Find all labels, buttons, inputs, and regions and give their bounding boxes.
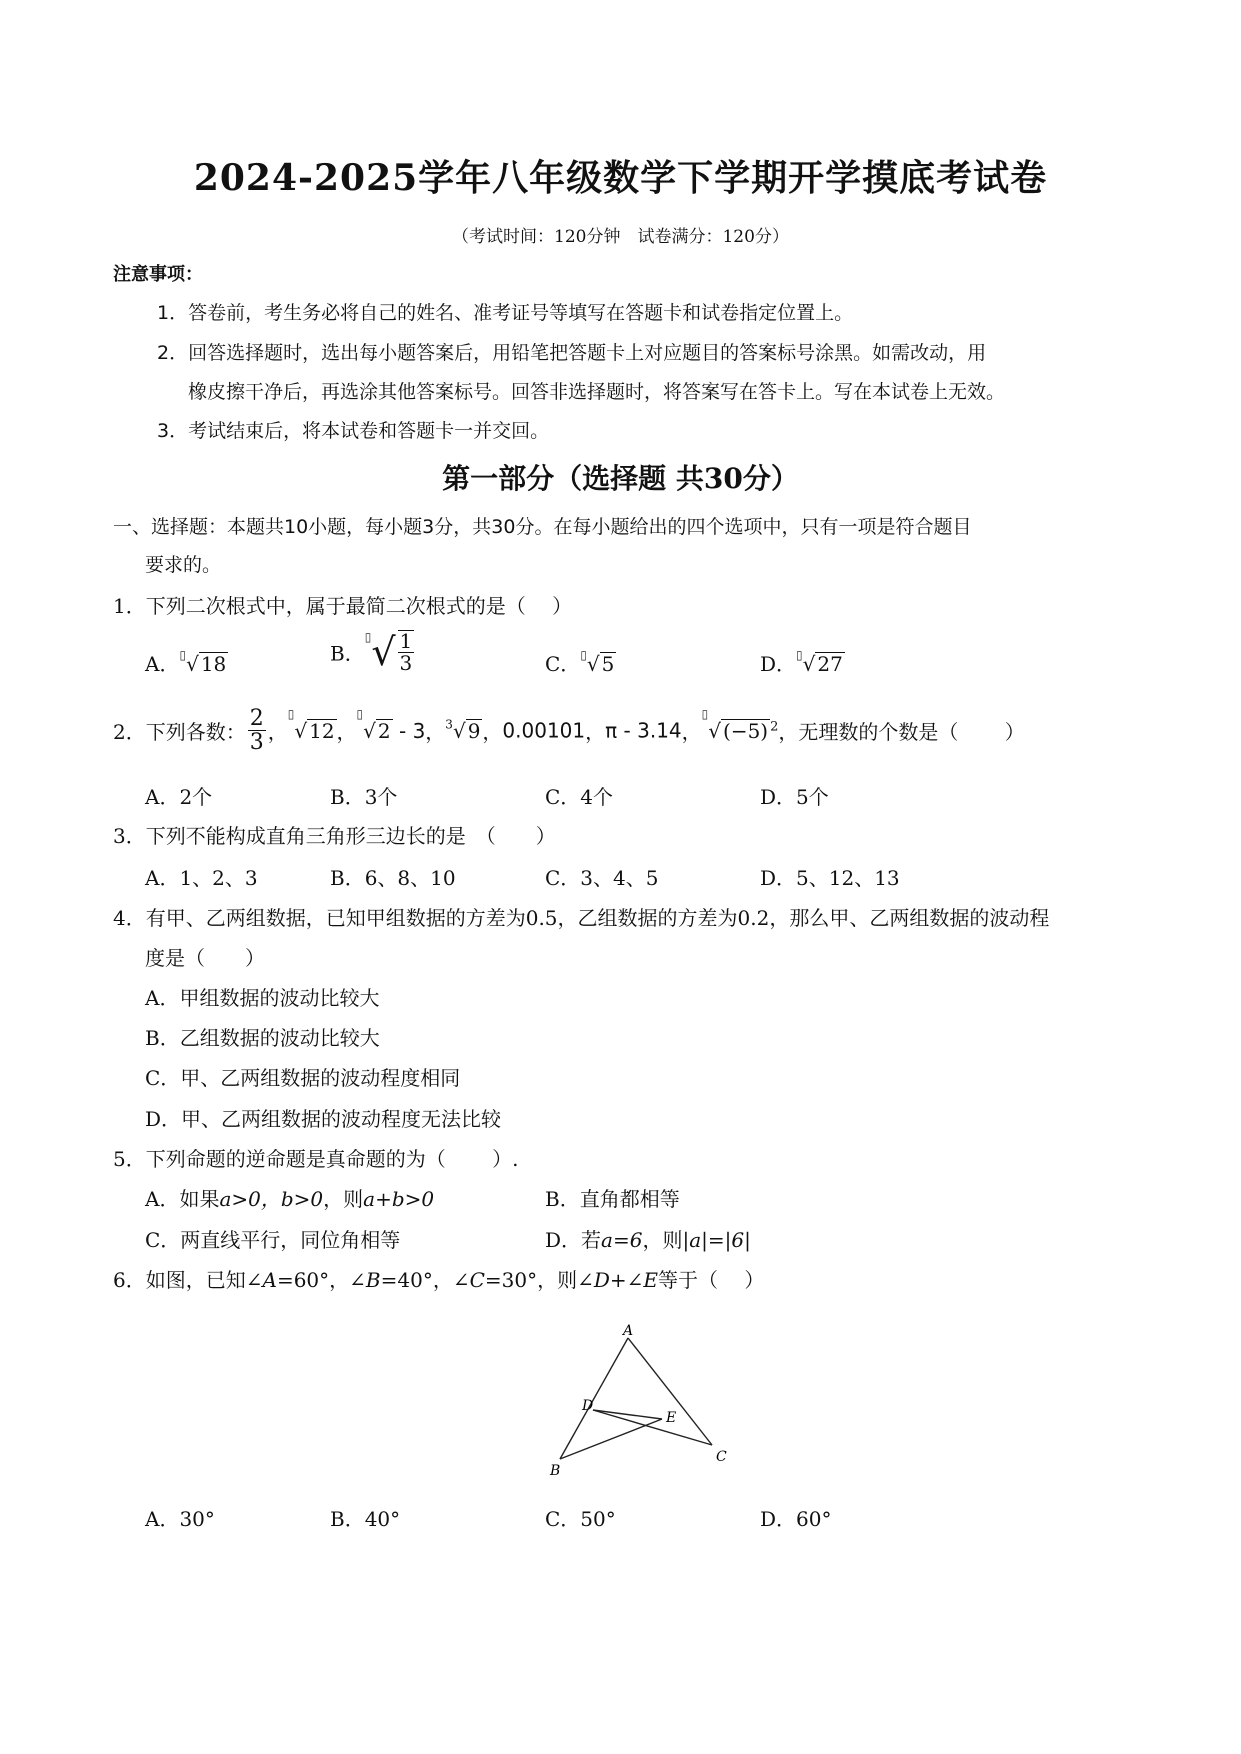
triangle-figure [540, 1320, 730, 1480]
vertex-label-c: C [716, 1449, 727, 1465]
q4-option-a: A．甲组数据的波动比较大 [145, 986, 380, 1010]
segment-ab [560, 1338, 628, 1459]
q5-option-c: C．两直线平行，同位角相等 [145, 1228, 401, 1252]
q3-option-d: D．5、12、13 [760, 866, 900, 890]
q3-option-c: C．3、4、5 [545, 866, 659, 890]
question-1-stem: 1．下列二次根式中，属于最简二次根式的是（ ） [113, 594, 573, 618]
q1-option-d: D．▯√ 27 [760, 648, 843, 676]
q5-option-a: A．如果a>0，b>0，则a+b>0 [145, 1187, 435, 1211]
notice-heading: 注意事项： [113, 264, 203, 285]
q2-option-c: C．4个 [545, 785, 614, 809]
notice-item-2-cont: 橡皮擦干净后，再选涂其他答案标号。回答非选择题时，将答案写在答卡上。写在本试卷上无效。 [188, 381, 1006, 403]
question-6-stem: 6．如图，已知∠A=60°，∠B=40°，∠C=30°，则∠D+∠E等于（ ） [113, 1268, 765, 1292]
q6-option-c: C．50° [545, 1507, 616, 1531]
section-intro-cont: 要求的。 [145, 554, 222, 576]
vertex-label-d: D [582, 1398, 594, 1414]
notice-item-2: 2．回答选择题时，选出每小题答案后，用铅笔把答题卡上对应题目的答案标号涂黑。如需改动，用 [157, 342, 987, 364]
q6-option-d: D．60° [760, 1507, 832, 1531]
vertex-label-a: A [623, 1323, 634, 1339]
q1-option-a: A．▯√ 18 [145, 648, 227, 676]
segment-be [560, 1419, 662, 1459]
q4-option-c: C．甲、乙两组数据的波动程度相同 [145, 1066, 461, 1090]
q4-option-d: D．甲、乙两组数据的波动程度无法比较 [145, 1107, 502, 1131]
question-2-stem: 2．下列各数： $\frac{2}{3}$ ，▯√ 12 ，▯√ 2 - 3，$^3$√ 9 ，0.00101，π - 3.14，▯√ (−5) $^2$，无理数的个数是（ ） [113, 706, 1025, 756]
q2-option-d: D．5个 [760, 785, 829, 809]
q2-option-b: B．3个 [330, 785, 398, 809]
question-3-stem: 3．下列不能构成直角三角形三边长的是 （ ） [113, 824, 556, 848]
page-title: 2024-2025学年八年级数学下学期开学摸底考试卷 [193, 157, 1048, 199]
exam-info: （考试时间：120分钟 试卷满分：120分） [452, 227, 789, 247]
q1-option-b: B．▯√ $\frac{1}{3}$ [330, 629, 413, 675]
section-intro: 一、选择题：本题共10小题，每小题3分，共30分。在每小题给出的四个选项中，只有一项是符合题目 [113, 516, 972, 538]
vertex-label-b: B [550, 1463, 561, 1479]
notice-item-3: 3．考试结束后，将本试卷和答题卡一并交回。 [157, 420, 550, 442]
q5-option-d: D．若a=6，则|a|=|6| [545, 1228, 751, 1252]
q6-option-b: B．40° [330, 1507, 401, 1531]
q3-option-b: B．6、8、10 [330, 866, 456, 890]
question-4-stem: 4．有甲、乙两组数据，已知甲组数据的方差为0.5，乙组数据的方差为0.2，那么甲、乙两组数据的波动程 [113, 906, 1050, 930]
q1-option-c: C．▯√ 5 [545, 648, 615, 676]
q2-option-a: A．2个 [145, 785, 213, 809]
q5-option-b: B．直角都相等 [545, 1187, 680, 1211]
vertex-label-e: E [666, 1410, 677, 1426]
q4-option-b: B．乙组数据的波动比较大 [145, 1026, 380, 1050]
segment-ac [628, 1338, 712, 1445]
question-5-stem: 5．下列命题的逆命题是真命题的为（ ）. [113, 1147, 519, 1171]
notice-item-1: 1．答卷前，考生务必将自己的姓名、准考证号等填写在答题卡和试卷指定位置上。 [157, 302, 854, 324]
question-4-stem-cont: 度是（ ） [145, 946, 265, 970]
segment-de [593, 1410, 662, 1419]
section-title: 第一部分（选择题 共30分） [442, 462, 799, 495]
q3-option-a: A．1、2、3 [145, 866, 258, 890]
q6-option-a: A．30° [145, 1507, 215, 1531]
